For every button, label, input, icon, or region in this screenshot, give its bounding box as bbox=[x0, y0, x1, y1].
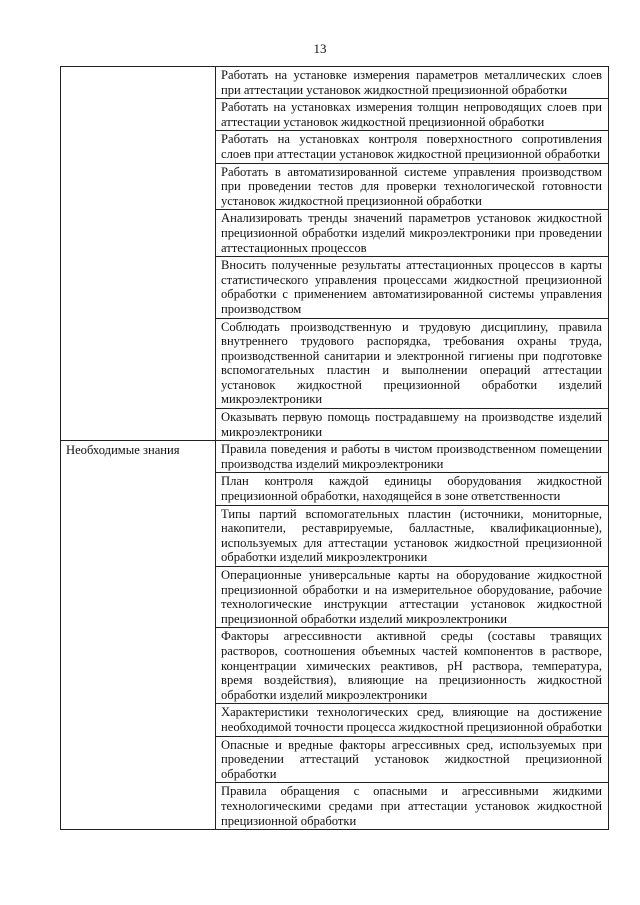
table-cell: Операционные универсальные карты на оборудование жидкостной прецизионной обработки и на измерительное оборудование, рабочие технологические инструкции аттестации установок жидкостной прецизионной обработки изделий микроэлектроники bbox=[216, 567, 609, 628]
table-cell: Работать в автоматизированной системе управления производством при проведении тестов для проверки технологической готовности установок жидкостной прецизионной обработки bbox=[216, 163, 609, 210]
table-cell: Типы партий вспомогательных пластин (источники, мониторные, накопители, реставрируемые, балластные, квалификационные), используемых для аттестации установок жидкостной прецизионной обработки изделий микроэлектроники bbox=[216, 505, 609, 566]
table-cell: Оказывать первую помощь пострадавшему на производстве изделий микроэлектроники bbox=[216, 409, 609, 441]
table-cell: Соблюдать производственную и трудовую дисциплину, правила внутреннего трудового распорядка, требования охраны труда, производственной санитарии и электронной гигиены при подготовке вспомогательных пластин и выполнении операций аттестации установок жидкостной прецизионной обработки изделий микроэлектроники bbox=[216, 318, 609, 409]
table-cell: Правила обращения с опасными и агрессивными жидкими технологическими средами при аттестации установок жидкостной прецизионной обработки bbox=[216, 783, 609, 830]
table-cell: Работать на установке измерения параметров металлических слоев при аттестации установок жидкостной прецизионной обработки bbox=[216, 67, 609, 99]
table-cell: Факторы агрессивности активной среды (составы травящих растворов, соотношения объемных частей компонентов в растворе, концентрации химических реактивов, pH раствора, температура, время воздействия), влияющие на прецизионность жидкостной обработки изделий микроэлектроники bbox=[216, 628, 609, 704]
table-row bbox=[61, 441, 609, 473]
table-cell: Работать на установках измерения толщин непроводящих слоев при аттестации установок жидкостной прецизионной обработки bbox=[216, 99, 609, 131]
section-label bbox=[61, 67, 216, 441]
section-label-required-knowledge: Необходимые знания bbox=[61, 441, 216, 830]
table-cell: Опасные и вредные факторы агрессивных сред, используемых при проведении аттестаций установок жидкостной прецизионной обработки bbox=[216, 736, 609, 783]
requirements-table bbox=[60, 66, 609, 830]
table-cell: Работать на установках контроля поверхностного сопротивления слоев при аттестации установок жидкостной прецизионной обработки bbox=[216, 131, 609, 163]
table-cell: Вносить полученные результаты аттестационных процессов в карты статистического управления процессами жидкостной прецизионной обработки с применением автоматизированной системы управления производством bbox=[216, 257, 609, 318]
table-row bbox=[61, 67, 609, 99]
page-number: 13 bbox=[313, 41, 327, 56]
table-cell: Правила поведения и работы в чистом производственном помещении производства изделий микроэлектроники bbox=[216, 441, 609, 473]
table-cell: План контроля каждой единицы оборудования жидкостной прецизионной обработки, находящейся в зоне ответственности bbox=[216, 473, 609, 505]
table-cell: Анализировать тренды значений параметров установок жидкостной прецизионной обработки изделий микроэлектроники при проведении аттестационных процессов bbox=[216, 210, 609, 257]
table-cell: Характеристики технологических сред, влияющие на достижение необходимой точности процесса жидкостной прецизионной обработки bbox=[216, 704, 609, 736]
